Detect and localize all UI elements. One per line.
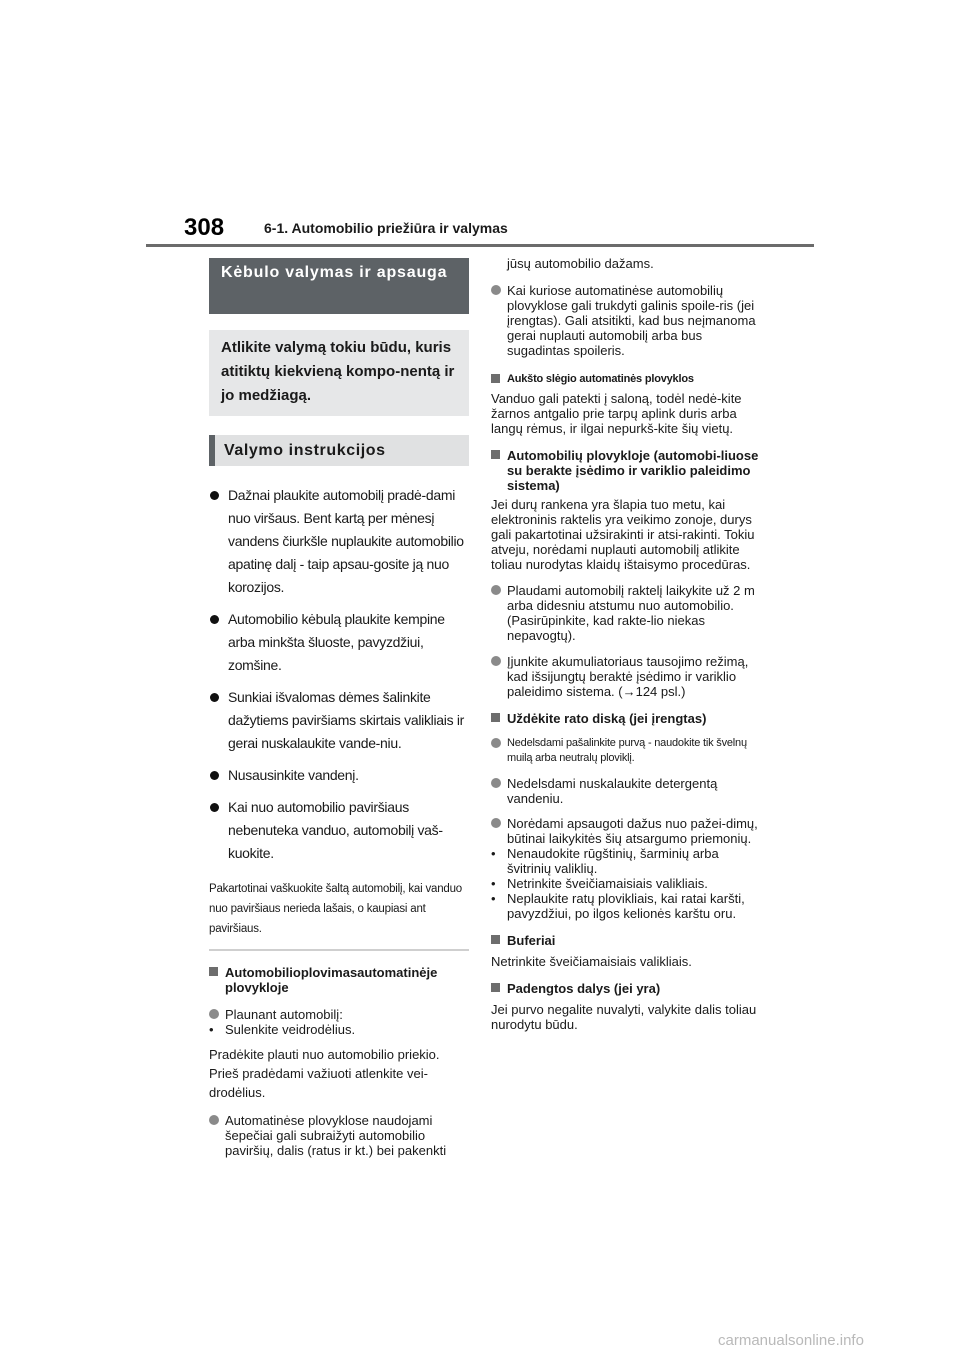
instruction-list: [209, 484, 469, 865]
wax-note: Pakartotinai vaškuokite šaltą automobilį, kai vanduo nuo paviršiaus nerieda lašais, o kaupiasi ant paviršiaus.: [209, 883, 462, 935]
list-item: • Nenaudokite rūgštinių, šarminių arba švitrinių valiklių.: [491, 846, 759, 876]
list-item: • Neplaukite ratų plovikliais, kai ratai karšti, pavyzdžiui, po ilgos kelionės karštu oru.: [491, 891, 759, 921]
smart-key-item: Įjunkite akumuliatoriaus tausojimo režimą, kad išsijungtų beraktė įsėdimo ir variklio paleidimo sistema. (→124 psl.): [491, 654, 759, 699]
carwash-heading: Automobilioplovimasautomatinėje plovykloje: [209, 965, 469, 995]
circle-bullet-icon: [209, 1009, 219, 1019]
instructions-banner: Valymo instrukcijos: [209, 435, 469, 466]
intro-subheading: Atlikite valymą tokiu būdu, kuris atitiktų kiekvieną kompo-nentą ir jo medžiagą.: [209, 330, 469, 416]
square-bullet-icon: [491, 935, 500, 944]
list-item: Automobilio kėbulą plaukite kempine arba minkšta šluoste, pavyzdžiui, zomšine.: [209, 608, 469, 677]
washing-paragraph: Pradėkite plauti nuo automobilio priekio. Prieš pradėdami važiuoti atlenkite vei-drodėlius.: [209, 1047, 440, 1100]
smart-key-heading: Automobilių plovykloje (automobi-liuose su berakte įsėdimo ir variklio paleidimo sistema): [491, 448, 759, 493]
list-item: Sunkiai išvalomas dėmes šalinkite dažytiems paviršiams skirtais valikliais ir gerai nuskalaukite vande-niu.: [209, 686, 469, 755]
circle-bullet-icon: [491, 818, 501, 828]
square-bullet-icon: [491, 450, 500, 459]
section-title: 6-1. Automobilio priežiūra ir valymas: [264, 220, 508, 236]
bullet-icon: [210, 693, 219, 702]
wheel-cap-item: Nedelsdami nuskalaukite detergentą vandeniu.: [491, 776, 759, 806]
right-column: [491, 256, 759, 1032]
square-bullet-icon: [209, 967, 218, 976]
coated-parts-heading: Padengtos dalys (jei yra): [491, 981, 759, 996]
list-item: • Sulenkite veidrodėlius.: [209, 1022, 469, 1037]
list-item: Nusausinkite vandenį.: [209, 764, 469, 787]
wheel-cap-sub-list: [491, 846, 759, 921]
wheel-cap-item: Nedelsdami pašalinkite purvą - naudokite tik švelnų muilą arba neutralų ploviklį.: [491, 736, 759, 766]
smart-key-item: Plaudami automobilį raktelį laikykite už 2 m arba didesniu atstumu nuo automobilio. (Pasirūpinkite, kad rakte-lio niekas nepavogtų).: [491, 583, 759, 643]
high-pressure-heading: Aukšto slėgio automatinės plovyklos: [491, 372, 759, 387]
wheel-cap-heading: Uždėkite rato diską (jei įrengtas): [491, 711, 759, 726]
list-item: Kai nuo automobilio paviršiaus nebenuteka vanduo, automobilį vaš-kuokite.: [209, 796, 469, 865]
watermark: carmanualsonline.info: [718, 1332, 864, 1349]
circle-bullet-icon: [209, 1115, 219, 1125]
bumpers-paragraph: Netrinkite šveičiamaisiais valikliais.: [491, 954, 692, 969]
circle-bullet-icon: [491, 738, 501, 748]
bullet-icon: [210, 615, 219, 624]
brushes-item: Automatinėse plovyklose naudojami šepečiai gali subraižyti automobilio paviršių, dalis (ratus ir kt.) bei pakenkti: [209, 1113, 469, 1158]
circle-bullet-icon: [491, 778, 501, 788]
coated-parts-paragraph: Jei purvo negalite nuvalyti, valykite dalis toliau nurodytu būdu.: [491, 1002, 757, 1032]
bumpers-heading: Buferiai: [491, 933, 759, 948]
bullet-icon: [210, 771, 219, 780]
circle-bullet-icon: [491, 285, 501, 295]
circle-bullet-icon: [491, 656, 501, 666]
page-number: 308: [184, 214, 225, 241]
washing-item: Plaunant automobilį:: [209, 1007, 469, 1022]
divider: [209, 949, 469, 951]
square-bullet-icon: [491, 374, 500, 383]
circle-bullet-icon: [491, 585, 501, 595]
smart-key-paragraph: Jei durų rankena yra šlapia tuo metu, kai elektroninis raktelis yra veikimo zonoje, durys gali pakartotinai užsirakinti ir atsi-rakinti. Tokiu atveju, norėdami nuplauti automobilį atlikite toliau nurodytas klaidų ištaisymo procedūras.: [491, 497, 755, 572]
square-bullet-icon: [491, 713, 500, 722]
bullet-icon: [210, 803, 219, 812]
list-item: • Netrinkite šveičiamaisiais valikliais.: [491, 876, 759, 891]
continuation-text: jūsų automobilio dažams.: [507, 256, 654, 271]
square-bullet-icon: [491, 983, 500, 992]
section-banner: Kėbulo valymas ir apsauga: [209, 258, 469, 314]
spoiler-item: Kai kuriose automatinėse automobilių plovyklose gali trukdyti galinis spoile-ris (jei įrengtas). Gali atsitikti, kad bus neįmanoma gerai nuplauti automobilį arba bus sugadintas spoileris.: [491, 283, 759, 358]
bullet-icon: [210, 491, 219, 500]
header-rule: [146, 244, 814, 247]
left-column: [209, 258, 469, 1158]
list-item: Dažnai plaukite automobilį pradė-dami nuo viršaus. Bent kartą per mėnesį vandens čiurkšle nuplaukite automobilio apatinę dalį - taip apsau-gosite ją nuo korozijos.: [209, 484, 469, 599]
wheel-cap-item: Norėdami apsaugoti dažus nuo pažei-dimų, būtinai laikykitės šių atsargumo priemonių.: [491, 816, 759, 846]
high-pressure-paragraph: Vanduo gali patekti į saloną, todėl nedė-kite žarnos antgalio prie tarpų aplink duris arba langų rėmus, ir ilgai nepurkš-kite šių vietų.: [491, 391, 742, 436]
washing-sub-list: [209, 1022, 469, 1037]
page-header: [146, 214, 814, 248]
